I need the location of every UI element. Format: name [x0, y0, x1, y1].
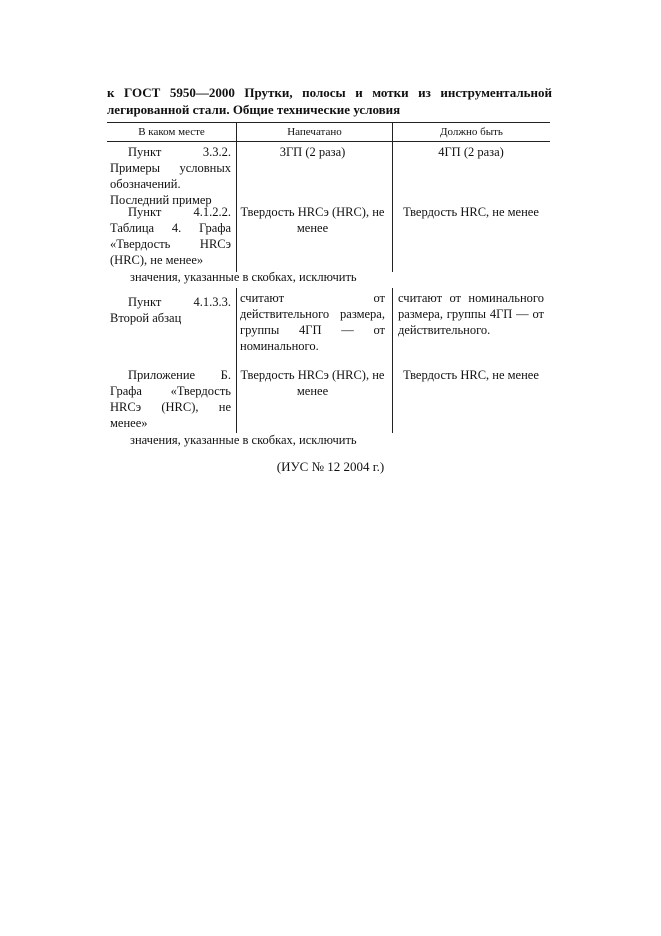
source-reference: (ИУС № 12 2004 г.)	[276, 459, 385, 474]
row4-correct: Твердость HRC, не менее	[403, 368, 539, 382]
row1-place: Пункт 3.3.2. Примеры условных обозначений. Последний пример	[110, 145, 231, 207]
column-header-printed: Напечатано	[287, 126, 342, 138]
column-header-correct: Должно быть	[440, 126, 503, 138]
row2-place: Пункт 4.1.2.2. Таблица 4. Графа «Твердость HRCэ (HRC), не менее»	[110, 205, 231, 267]
row4-place: Приложение Б. Графа «Твердость HRCэ (HRC), не менее»	[110, 368, 231, 430]
column-divider	[392, 288, 393, 433]
row2-printed: Твердость HRCэ (HRC), не менее	[240, 205, 385, 235]
column-divider	[392, 122, 393, 272]
row1-printed: 3ГП (2 раза)	[279, 145, 346, 159]
column-divider	[236, 122, 237, 272]
column-divider	[236, 288, 237, 433]
note-remove-brackets: значения, указанные в скобках, исключить	[130, 270, 357, 284]
column-header-place: В каком месте	[138, 126, 205, 138]
table-top-rule	[107, 122, 550, 123]
row1-correct: 4ГП (2 раза)	[438, 145, 504, 159]
row3-place: Пункт 4.1.3.3. Второй абзац	[110, 295, 231, 325]
note-remove-brackets: значения, указанные в скобках, исключить	[130, 433, 357, 447]
document-title: к ГОСТ 5950—2000 Прутки, полосы и мотки из инструментальной легированной стали. Общие технические условия	[107, 85, 552, 117]
row4-printed: Твердость HRCэ (HRC), не менее	[240, 368, 385, 398]
row3-correct: считают от номинального размера, группы 4ГП — от действительного.	[398, 291, 544, 337]
row3-printed: считают от действительного размера, группы 4ГП — от номинального.	[240, 291, 385, 353]
row2-correct: Твердость HRC, не менее	[403, 205, 539, 219]
table-header-rule	[107, 141, 550, 142]
